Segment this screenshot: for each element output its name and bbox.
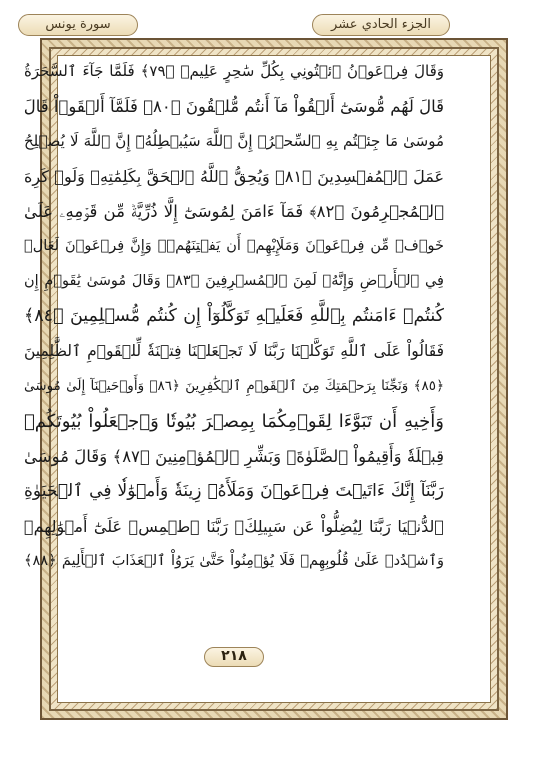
text-line: قَالَ لَهُم مُّوسَىٰٓ أَلۡقُواْ مَآ أَنتُم مُّلۡقُونَ ﴿٨٠﴾ فَلَمَّآ أَلۡقَوۡاْ قَالَ <box>24 97 444 116</box>
text-line: مُوسَىٰ مَا جِئۡتُم بِهِ ٱلسِّحۡرُۖ إِنَّ ٱللَّهَ سَيُبۡطِلُهُۥٓ إِنَّ ٱللَّهَ لَا يُصۡلِحُ <box>24 132 444 150</box>
quran-text <box>24 54 444 579</box>
text-line: عَمَلَ ٱلۡمُفۡسِدِينَ ﴿٨١﴾ وَيُحِقُّ ٱللَّهُ ٱلۡحَقَّ بِكَلِمَٰتِهِۦ وَلَوۡ كَرِهَ <box>24 167 444 186</box>
text-line: خَوۡفٖ مِّن فِرۡعَوۡنَ وَمَلَإِيْهِمۡ أَن يَفۡتِنَهُمۡۚ وَإِنَّ فِرۡعَوۡنَ لَعَالٖ <box>24 238 444 254</box>
text-line: ٱلدُّنۡيَا رَبَّنَا لِيُضِلُّواْ عَن سَبِيلِكَۖ رَبَّنَا ٱطۡمِسۡ عَلَىٰٓ أَمۡوَٰلِهِمۡ <box>24 517 444 536</box>
text-line: فَقَالُواْ عَلَى ٱللَّهِ تَوَكَّلۡنَا رَبَّنَا لَا تَجۡعَلۡنَا فِتۡنَةٗ لِّلۡقَوۡمِ ٱلظَّٰلِمِينَ <box>24 342 444 360</box>
text-line: وَٱشۡدُدۡ عَلَىٰ قُلُوبِهِمۡ فَلَا يُؤۡمِنُواْ حَتَّىٰ يَرَوُاْ ٱلۡعَذَابَ ٱلۡأَلِيمَ ﴿٨٨﴾ <box>24 553 444 569</box>
juz-header: الجزء الحادي عشر <box>312 14 450 36</box>
text-line: رَبَّنَآ إِنَّكَ ءَاتَيۡتَ فِرۡعَوۡنَ وَمَلَأَهُۥ زِينَةٗ وَأَمۡوَٰلٗا فِي ٱلۡحَيَوٰةِ <box>24 481 444 501</box>
text-line: كُنتُمۡ ءَامَنتُم بِٱللَّهِ فَعَلَيۡهِ تَوَكَّلُوٓاْ إِن كُنتُم مُّسۡلِمِينَ ﴿٨٤﴾ <box>24 306 444 326</box>
page-number: ٢١٨ <box>204 647 264 667</box>
text-line: فِي ٱلۡأَرۡضِ وَإِنَّهُۥ لَمِنَ ٱلۡمُسۡرِفِينَ ﴿٨٣﴾ وَقَالَ مُوسَىٰ يَٰقَوۡمِ إِن <box>24 273 444 289</box>
text-line: قِبۡلَةٗ وَأَقِيمُواْ ٱلصَّلَوٰةَۗ وَبَشِّرِ ٱلۡمُؤۡمِنِينَ ﴿٨٧﴾ وَقَالَ مُوسَىٰ <box>24 447 444 466</box>
text-line: ٱلۡمُجۡرِمُونَ ﴿٨٢﴾ فَمَآ ءَامَنَ لِمُوسَىٰٓ إِلَّا ذُرِّيَّةٞ مِّن قَوۡمِهِۦ عَلَىٰ <box>24 202 444 221</box>
text-line: ﴿٨٥﴾ وَنَجِّنَا بِرَحۡمَتِكَ مِنَ ٱلۡقَوۡمِ ٱلۡكَٰفِرِينَ ﴿٨٦﴾ وَأَوۡحَيۡنَآ إِلَىٰ مُوسَىٰ <box>24 378 444 394</box>
surah-header: سورة يونس <box>18 14 138 36</box>
text-line: وَقَالَ فِرۡعَوۡنُ ٱئۡتُونِي بِكُلِّ سَٰحِرٍ عَلِيمٖ ﴿٧٩﴾ فَلَمَّا جَآءَ ٱلسَّحَرَةُ <box>24 62 444 80</box>
text-line: وَأَخِيهِ أَن تَبَوَّءَا لِقَوۡمِكُمَا بِمِصۡرَ بُيُوتٗا وَٱجۡعَلُواْ بُيُوتَكُمۡ <box>24 411 444 432</box>
